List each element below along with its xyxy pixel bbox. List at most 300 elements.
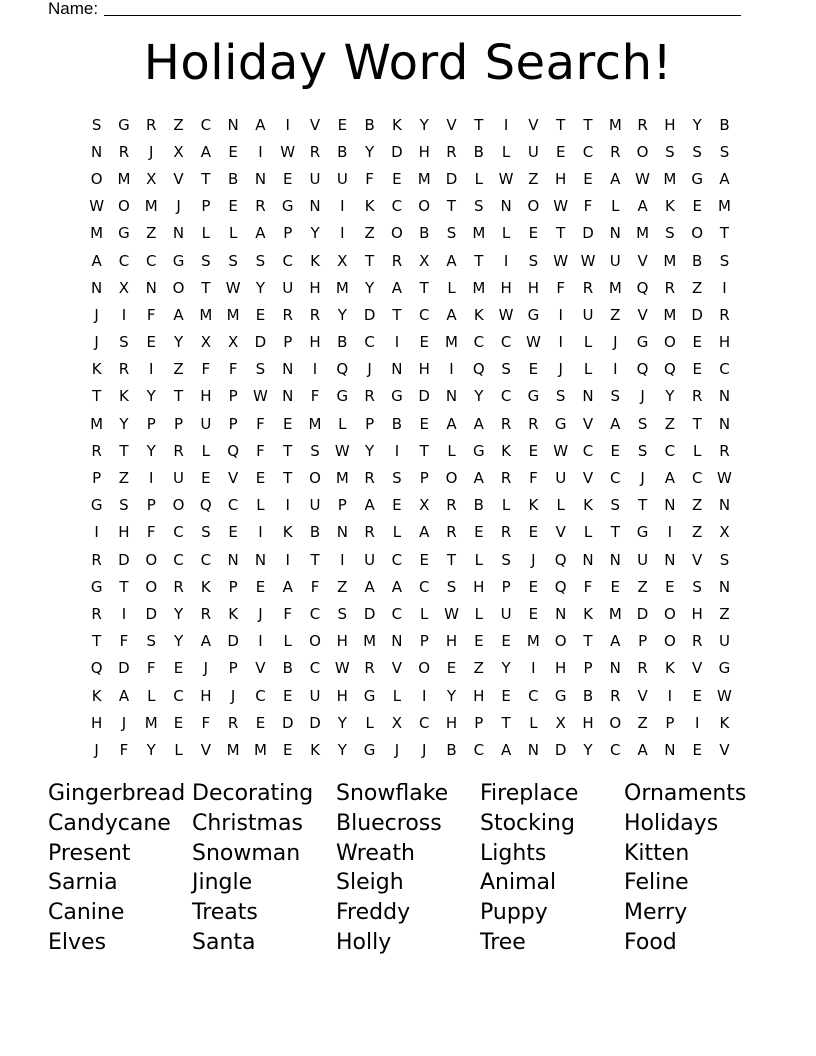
grid-letter[interactable]: V (555, 523, 566, 542)
grid-letter[interactable]: Q (663, 360, 676, 379)
grid-letter[interactable]: T (501, 713, 511, 732)
grid-letter[interactable]: N (718, 496, 731, 515)
grid-letter[interactable]: S (446, 577, 457, 596)
grid-letter[interactable]: Q (336, 360, 349, 379)
grid-letter[interactable]: U (500, 604, 512, 623)
grid-letter[interactable]: O (172, 278, 185, 297)
grid-letter[interactable]: Q (554, 577, 567, 596)
grid-letter[interactable]: A (200, 142, 211, 161)
grid-letter[interactable]: Z (664, 414, 676, 433)
grid-letter[interactable]: L (501, 224, 511, 243)
grid-letter[interactable]: T (556, 115, 566, 134)
grid-letter[interactable]: L (693, 441, 702, 460)
grid-letter[interactable]: K (364, 197, 375, 216)
grid-letter[interactable]: M (144, 713, 158, 732)
grid-letter[interactable]: K (501, 441, 512, 460)
grid-letter[interactable]: V (255, 659, 266, 678)
grid-letter[interactable]: T (474, 115, 484, 134)
grid-letter[interactable]: Z (610, 305, 621, 324)
grid-letter[interactable]: A (610, 632, 621, 651)
grid-letter[interactable]: E (474, 523, 484, 542)
grid-letter[interactable]: E (692, 740, 702, 759)
grid-letter[interactable]: M (417, 169, 431, 188)
grid-letter[interactable]: F (556, 278, 566, 297)
grid-letter[interactable]: C (719, 360, 730, 379)
grid-letter[interactable]: F (146, 305, 156, 324)
grid-letter[interactable]: N (309, 197, 321, 216)
grid-letter[interactable]: U (555, 469, 567, 488)
grid-letter[interactable]: W (280, 142, 296, 161)
grid-letter[interactable]: B (719, 115, 730, 134)
grid-letter[interactable]: P (92, 469, 102, 488)
grid-letter[interactable]: W (717, 469, 732, 488)
grid-letter[interactable]: H (500, 278, 512, 297)
grid-letter[interactable]: L (338, 414, 347, 433)
grid-letter[interactable]: O (691, 224, 704, 243)
grid-letter[interactable]: N (391, 360, 403, 379)
grid-letter[interactable]: N (336, 523, 348, 542)
grid-letter[interactable]: E (474, 632, 484, 651)
grid-letter[interactable]: A (473, 469, 484, 488)
grid-letter[interactable]: S (637, 414, 648, 433)
grid-letter[interactable]: R (91, 441, 102, 460)
grid-letter[interactable]: I (667, 686, 673, 705)
grid-letter[interactable]: A (446, 414, 457, 433)
grid-letter[interactable]: J (94, 305, 99, 324)
grid-letter[interactable]: Z (692, 523, 703, 542)
grid-letter[interactable]: T (119, 577, 129, 596)
grid-letter[interactable]: H (91, 713, 103, 732)
grid-letter[interactable]: X (419, 251, 430, 270)
grid-letter[interactable]: T (392, 305, 402, 324)
grid-letter[interactable]: A (719, 169, 730, 188)
grid-letter[interactable]: C (146, 251, 157, 270)
grid-letter[interactable]: E (282, 740, 293, 759)
grid-letter[interactable]: E (255, 305, 266, 324)
grid-letter[interactable]: N (664, 496, 676, 515)
grid-letter[interactable]: E (228, 142, 238, 161)
grid-letter[interactable]: U (364, 550, 376, 569)
grid-letter[interactable]: V (309, 115, 321, 134)
grid-letter[interactable]: B (582, 686, 594, 705)
grid-letter[interactable]: I (258, 632, 263, 651)
grid-letter[interactable]: R (391, 251, 403, 270)
grid-letter[interactable]: Y (119, 414, 129, 433)
grid-letter[interactable]: E (419, 414, 429, 433)
grid-letter[interactable]: Y (146, 387, 156, 406)
grid-letter[interactable]: C (500, 333, 512, 352)
grid-letter[interactable]: O (554, 632, 567, 651)
grid-letter[interactable]: E (501, 686, 511, 705)
grid-letter[interactable]: S (719, 550, 730, 569)
grid-letter[interactable]: C (200, 115, 212, 134)
grid-letter[interactable]: O (663, 632, 676, 651)
grid-letter[interactable]: Y (337, 305, 347, 324)
grid-letter[interactable]: D (309, 713, 321, 732)
grid-letter[interactable]: L (392, 686, 402, 705)
grid-letter[interactable]: S (610, 387, 621, 406)
grid-letter[interactable]: T (556, 224, 566, 243)
grid-letter[interactable]: A (610, 414, 621, 433)
grid-letter[interactable]: N (282, 360, 294, 379)
grid-letter[interactable]: S (610, 496, 621, 515)
grid-letter[interactable]: L (583, 360, 593, 379)
grid-letter[interactable]: L (392, 523, 402, 542)
grid-letter[interactable]: A (500, 740, 512, 759)
grid-letter[interactable]: C (391, 604, 403, 623)
grid-letter[interactable]: J (421, 740, 427, 759)
grid-letter[interactable]: H (582, 713, 594, 732)
grid-letter[interactable]: A (637, 197, 648, 216)
grid-letter[interactable]: R (610, 142, 621, 161)
grid-letter[interactable]: P (665, 713, 675, 732)
grid-letter[interactable]: M (608, 604, 622, 623)
grid-letter[interactable]: Y (474, 387, 484, 406)
grid-letter[interactable]: Y (419, 115, 429, 134)
grid-letter[interactable]: N (172, 224, 185, 243)
grid-letter[interactable]: N (555, 604, 567, 623)
grid-letter[interactable]: F (146, 523, 156, 542)
grid-letter[interactable]: L (447, 441, 456, 460)
grid-letter[interactable]: F (201, 713, 211, 732)
grid-letter[interactable]: S (692, 142, 702, 161)
grid-letter[interactable]: B (282, 659, 293, 678)
grid-letter[interactable]: T (719, 224, 730, 243)
grid-letter[interactable]: R (91, 550, 102, 569)
grid-letter[interactable]: Q (636, 360, 649, 379)
grid-letter[interactable]: P (228, 577, 238, 596)
grid-letter[interactable]: H (309, 333, 321, 352)
grid-letter[interactable]: N (500, 197, 512, 216)
grid-letter[interactable]: S (637, 441, 648, 460)
grid-letter[interactable]: V (582, 414, 594, 433)
grid-letter[interactable]: S (392, 469, 402, 488)
grid-letter[interactable]: H (555, 659, 567, 678)
grid-letter[interactable]: N (718, 577, 731, 596)
grid-letter[interactable]: U (609, 251, 621, 270)
grid-letter[interactable]: I (667, 523, 673, 542)
grid-letter[interactable]: M (445, 333, 458, 352)
grid-letter[interactable]: C (227, 496, 239, 515)
name-blank-line[interactable] (104, 15, 741, 16)
grid-letter[interactable]: M (226, 740, 240, 759)
grid-letter[interactable]: U (309, 169, 321, 188)
grid-letter[interactable]: E (528, 523, 539, 542)
grid-letter[interactable]: N (91, 278, 103, 297)
grid-letter[interactable]: I (558, 333, 563, 352)
grid-letter[interactable]: I (340, 197, 345, 216)
grid-letter[interactable]: P (337, 496, 347, 515)
grid-letter[interactable]: P (146, 496, 156, 515)
grid-letter[interactable]: J (203, 659, 209, 678)
grid-letter[interactable]: B (692, 251, 703, 270)
grid-letter[interactable]: E (255, 469, 266, 488)
grid-letter[interactable]: K (473, 305, 484, 324)
grid-letter[interactable]: P (146, 414, 156, 433)
grid-letter[interactable]: G (391, 387, 403, 406)
grid-letter[interactable]: R (528, 414, 539, 433)
grid-letter[interactable]: Z (173, 115, 184, 134)
grid-letter[interactable]: X (419, 496, 430, 515)
grid-letter[interactable]: U (309, 686, 321, 705)
grid-letter[interactable]: J (640, 387, 645, 406)
grid-letter[interactable]: J (558, 360, 563, 379)
grid-letter[interactable]: G (90, 496, 103, 515)
grid-letter[interactable]: Y (310, 224, 320, 243)
grid-letter[interactable]: O (118, 197, 130, 216)
grid-letter[interactable]: A (255, 224, 266, 243)
grid-letter[interactable]: P (365, 414, 375, 433)
grid-letter[interactable]: H (309, 278, 321, 297)
grid-letter[interactable]: F (583, 197, 593, 216)
grid-letter[interactable]: C (528, 686, 539, 705)
grid-letter[interactable]: G (691, 169, 703, 188)
grid-letter[interactable]: J (121, 713, 127, 732)
grid-letter[interactable]: C (364, 333, 375, 352)
grid-letter[interactable]: I (340, 224, 345, 243)
grid-letter[interactable]: A (664, 469, 676, 488)
grid-letter[interactable]: L (583, 333, 593, 352)
grid-letter[interactable]: N (527, 740, 540, 759)
grid-letter[interactable]: K (583, 496, 593, 515)
grid-letter[interactable]: P (228, 659, 238, 678)
grid-letter[interactable]: O (418, 659, 431, 678)
grid-letter[interactable]: T (119, 441, 129, 460)
grid-letter[interactable]: R (364, 469, 375, 488)
grid-letter[interactable]: T (173, 387, 184, 406)
grid-letter[interactable]: X (118, 278, 130, 297)
grid-letter[interactable]: P (283, 224, 293, 243)
grid-letter[interactable]: C (418, 713, 430, 732)
grid-letter[interactable]: R (118, 142, 130, 161)
grid-letter[interactable]: I (394, 441, 400, 460)
grid-letter[interactable]: F (310, 577, 320, 596)
grid-letter[interactable]: G (363, 740, 376, 759)
grid-letter[interactable]: K (282, 523, 293, 542)
grid-letter[interactable]: E (665, 577, 675, 596)
grid-letter[interactable]: A (610, 169, 621, 188)
grid-letter[interactable]: S (119, 333, 129, 352)
grid-letter[interactable]: O (172, 496, 185, 515)
grid-letter[interactable]: Y (665, 387, 675, 406)
grid-letter[interactable]: C (610, 469, 621, 488)
grid-letter[interactable]: S (146, 632, 156, 651)
grid-letter[interactable]: U (173, 469, 185, 488)
grid-letter[interactable]: W (553, 197, 569, 216)
grid-letter[interactable]: F (310, 387, 320, 406)
grid-letter[interactable]: R (173, 577, 184, 596)
grid-letter[interactable]: N (609, 224, 621, 243)
grid-letter[interactable]: Q (472, 360, 485, 379)
grid-letter[interactable]: M (90, 224, 104, 243)
grid-letter[interactable]: G (554, 414, 567, 433)
grid-letter[interactable]: M (144, 197, 158, 216)
grid-letter[interactable]: R (500, 523, 512, 542)
grid-letter[interactable]: N (391, 632, 403, 651)
grid-letter[interactable]: I (613, 360, 618, 379)
grid-letter[interactable]: E (255, 713, 266, 732)
grid-letter[interactable]: G (636, 523, 649, 542)
grid-letter[interactable]: E (228, 523, 238, 542)
grid-letter[interactable]: M (472, 224, 486, 243)
grid-letter[interactable]: L (147, 686, 156, 705)
grid-letter[interactable]: X (146, 169, 157, 188)
grid-letter[interactable]: A (637, 740, 648, 759)
grid-letter[interactable]: H (336, 686, 348, 705)
grid-letter[interactable]: B (227, 169, 239, 188)
grid-letter[interactable]: D (554, 740, 567, 759)
grid-letter[interactable]: S (719, 142, 730, 161)
grid-letter[interactable]: W (498, 305, 514, 324)
grid-letter[interactable]: S (201, 523, 211, 542)
grid-letter[interactable]: A (419, 523, 430, 542)
grid-letter[interactable]: C (610, 740, 621, 759)
grid-letter[interactable]: K (91, 360, 102, 379)
grid-letter[interactable]: L (556, 496, 565, 515)
grid-letter[interactable]: I (558, 305, 563, 324)
grid-letter[interactable]: E (610, 441, 621, 460)
grid-letter[interactable]: D (691, 305, 703, 324)
grid-letter[interactable]: H (473, 686, 485, 705)
grid-letter[interactable]: H (527, 278, 540, 297)
grid-letter[interactable]: E (583, 169, 593, 188)
grid-letter[interactable]: I (285, 496, 290, 515)
grid-letter[interactable]: J (613, 333, 618, 352)
grid-letter[interactable]: L (501, 142, 511, 161)
grid-letter[interactable]: X (227, 333, 239, 352)
grid-letter[interactable]: I (285, 550, 290, 569)
grid-letter[interactable]: T (446, 550, 457, 569)
grid-letter[interactable]: Y (365, 278, 375, 297)
grid-letter[interactable]: Z (364, 224, 375, 243)
grid-letter[interactable]: S (91, 115, 102, 134)
grid-letter[interactable]: I (121, 604, 127, 623)
grid-letter[interactable]: T (583, 115, 593, 134)
grid-letter[interactable]: D (145, 604, 158, 623)
grid-letter[interactable]: H (445, 713, 458, 732)
grid-letter[interactable]: B (309, 523, 321, 542)
grid-letter[interactable]: E (419, 333, 429, 352)
grid-letter[interactable]: S (255, 251, 266, 270)
grid-letter[interactable]: T (419, 278, 429, 297)
grid-letter[interactable]: B (419, 224, 430, 243)
grid-letter[interactable]: N (145, 278, 157, 297)
grid-letter[interactable]: Y (337, 740, 347, 759)
grid-letter[interactable]: H (473, 577, 485, 596)
grid-letter[interactable]: W (225, 278, 241, 297)
grid-letter[interactable]: B (473, 496, 484, 515)
grid-letter[interactable]: R (364, 523, 375, 542)
grid-letter[interactable]: P (501, 577, 511, 596)
grid-letter[interactable]: W (553, 441, 569, 460)
grid-letter[interactable]: W (553, 251, 569, 270)
grid-letter[interactable]: J (94, 740, 99, 759)
grid-letter[interactable]: A (282, 577, 293, 596)
grid-letter[interactable]: D (118, 550, 130, 569)
grid-letter[interactable]: L (583, 523, 593, 542)
grid-letter[interactable]: X (719, 523, 730, 542)
grid-letter[interactable]: L (420, 604, 429, 623)
grid-letter[interactable]: R (500, 414, 512, 433)
grid-letter[interactable]: I (394, 333, 400, 352)
grid-letter[interactable]: K (310, 740, 320, 759)
grid-letter[interactable]: K (528, 496, 539, 515)
grid-letter[interactable]: R (582, 278, 594, 297)
grid-letter[interactable]: W (334, 441, 350, 460)
grid-letter[interactable]: T (92, 632, 102, 651)
grid-letter[interactable]: A (446, 251, 457, 270)
grid-letter[interactable]: X (337, 251, 348, 270)
grid-letter[interactable]: V (719, 740, 730, 759)
grid-letter[interactable]: H (718, 333, 731, 352)
grid-letter[interactable]: Y (173, 632, 184, 651)
grid-letter[interactable]: G (281, 197, 294, 216)
grid-letter[interactable]: O (309, 632, 321, 651)
grid-letter[interactable]: Z (473, 659, 484, 678)
grid-letter[interactable]: A (364, 577, 375, 596)
grid-letter[interactable]: R (446, 142, 457, 161)
grid-letter[interactable]: Z (173, 360, 184, 379)
grid-letter[interactable]: L (283, 632, 292, 651)
grid-letter[interactable]: E (282, 414, 293, 433)
grid-letter[interactable]: V (173, 169, 184, 188)
grid-letter[interactable]: F (583, 577, 593, 596)
grid-letter[interactable]: R (664, 278, 676, 297)
grid-letter[interactable]: R (118, 360, 130, 379)
grid-letter[interactable]: D (636, 604, 649, 623)
grid-letter[interactable]: A (200, 632, 211, 651)
grid-letter[interactable]: N (718, 387, 731, 406)
grid-letter[interactable]: L (201, 441, 211, 460)
grid-letter[interactable]: G (336, 387, 349, 406)
grid-letter[interactable]: T (201, 169, 211, 188)
grid-letter[interactable]: D (254, 333, 267, 352)
grid-letter[interactable]: K (719, 713, 730, 732)
grid-letter[interactable]: I (149, 469, 154, 488)
grid-letter[interactable]: S (555, 387, 566, 406)
grid-letter[interactable]: H (200, 686, 212, 705)
grid-letter[interactable]: E (255, 577, 266, 596)
grid-letter[interactable]: C (391, 197, 403, 216)
grid-letter[interactable]: R (309, 305, 321, 324)
grid-letter[interactable]: P (228, 414, 238, 433)
grid-letter[interactable]: T (283, 469, 293, 488)
grid-letter[interactable]: A (391, 278, 403, 297)
grid-letter[interactable]: Z (637, 577, 648, 596)
grid-letter[interactable]: E (228, 197, 238, 216)
grid-letter[interactable]: C (309, 659, 321, 678)
grid-letter[interactable]: R (500, 469, 512, 488)
grid-letter[interactable]: D (227, 632, 239, 651)
grid-letter[interactable]: Y (501, 659, 511, 678)
grid-letter[interactable]: P (583, 659, 593, 678)
grid-letter[interactable]: B (391, 414, 403, 433)
grid-letter[interactable]: C (473, 740, 485, 759)
grid-letter[interactable]: S (665, 142, 675, 161)
grid-letter[interactable]: S (228, 251, 238, 270)
grid-letter[interactable]: F (256, 414, 265, 433)
grid-letter[interactable]: F (119, 632, 129, 651)
grid-letter[interactable]: E (555, 142, 566, 161)
grid-letter[interactable]: W (580, 251, 596, 270)
grid-letter[interactable]: P (228, 387, 238, 406)
grid-letter[interactable]: T (638, 496, 648, 515)
grid-letter[interactable]: S (201, 251, 211, 270)
grid-letter[interactable]: O (418, 197, 431, 216)
grid-letter[interactable]: R (446, 523, 457, 542)
grid-letter[interactable]: N (664, 740, 676, 759)
grid-letter[interactable]: E (692, 686, 702, 705)
